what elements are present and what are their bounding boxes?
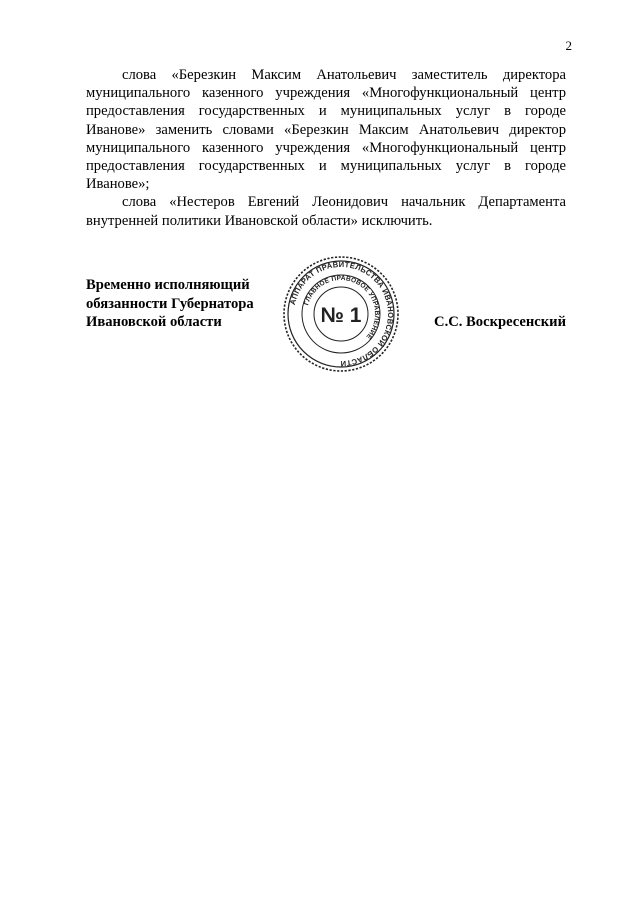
- page-number: 2: [565, 38, 572, 53]
- signer-title: [86, 276, 254, 332]
- signer-title-line: обязанности Губернатора: [86, 295, 254, 312]
- official-seal: [281, 254, 401, 374]
- signer-title-line: Временно исполняющий: [86, 277, 250, 293]
- paragraph-2: слова «Нестеров Евгений Леонидович начальник Департамента внутренней политики Ивановской области» исключить.: [86, 194, 566, 229]
- seal-outer-textpath: АППАРАТ ПРАВИТЕЛЬСТВА ИВАНОВСКОЙ ОБЛАСТИ: [287, 259, 396, 369]
- document-body: [86, 66, 566, 230]
- seal-inner-textpath: ГЛАВНОЕ ПРАВОВОЕ УПРАВЛЕНИЕ: [303, 274, 381, 341]
- signer-title-line: Ивановской области: [86, 314, 222, 330]
- paragraph-1: слова «Березкин Максим Анатольевич заместитель директора муниципального казенного учреждения «Многофункциональный центр предоставления государственных и муниципальных услуг в городе Иванове» заменить словами «Березкин Максим Анатольевич директор муниципального казенного учреждения «Многофункциональный центр предоставления государственных и муниципальных услуг в городе Иванове»;: [86, 67, 566, 193]
- signer-name: С.С. Воскресенский: [434, 314, 566, 330]
- seal-graphic: [281, 254, 401, 374]
- seal-number: № 1: [320, 304, 362, 327]
